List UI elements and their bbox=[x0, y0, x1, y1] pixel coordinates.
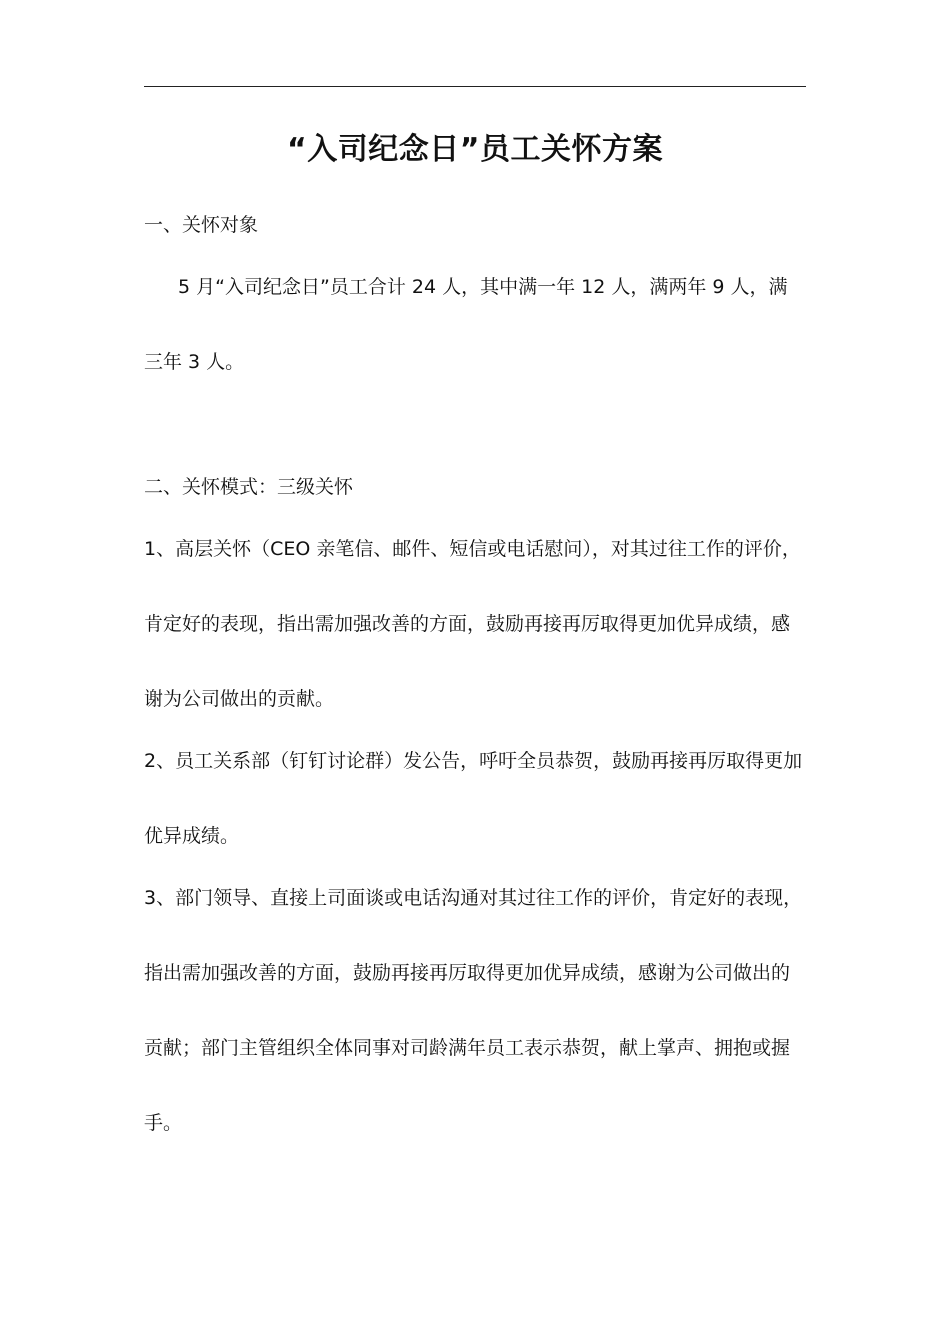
section-heading-care-targets: 一、关怀对象 bbox=[144, 214, 259, 236]
list-item-line: 谢为公司做出的贡献。 bbox=[144, 688, 335, 710]
list-item-line: 2、员工关系部（钉钉讨论群）发公告，呼吁全员恭贺，鼓励再接再厉取得更加 bbox=[144, 750, 803, 772]
list-item-line: 3、部门领导、直接上司面谈或电话沟通对其过往工作的评价，肯定好的表现， bbox=[144, 887, 803, 909]
document-title: “入司纪念日”员工关怀方案 bbox=[287, 132, 663, 167]
list-item-line: 肯定好的表现，指出需加强改善的方面，鼓励再接再厉取得更加优异成绩，感 bbox=[144, 613, 791, 635]
list-item-line: 贡献；部门主管组织全体同事对司龄满年员工表示恭贺，献上掌声、拥抱或握 bbox=[144, 1037, 791, 1059]
list-item-line: 优异成绩。 bbox=[144, 825, 240, 847]
section-heading-care-mode: 二、关怀模式：三级关怀 bbox=[144, 476, 354, 498]
list-item-line: 指出需加强改善的方面，鼓励再接再厉取得更加优异成绩，感谢为公司做出的 bbox=[144, 962, 791, 984]
paragraph-line: 5 月“入司纪念日”员工合计 24 人，其中满一年 12 人，满两年 9 人，满 bbox=[178, 276, 788, 298]
list-item-line: 1、高层关怀（CEO 亲笔信、邮件、短信或电话慰问），对其过往工作的评价， bbox=[144, 538, 801, 560]
header-rule bbox=[144, 86, 806, 87]
paragraph-line: 三年 3 人。 bbox=[144, 351, 245, 373]
list-item-line: 手。 bbox=[144, 1112, 183, 1134]
